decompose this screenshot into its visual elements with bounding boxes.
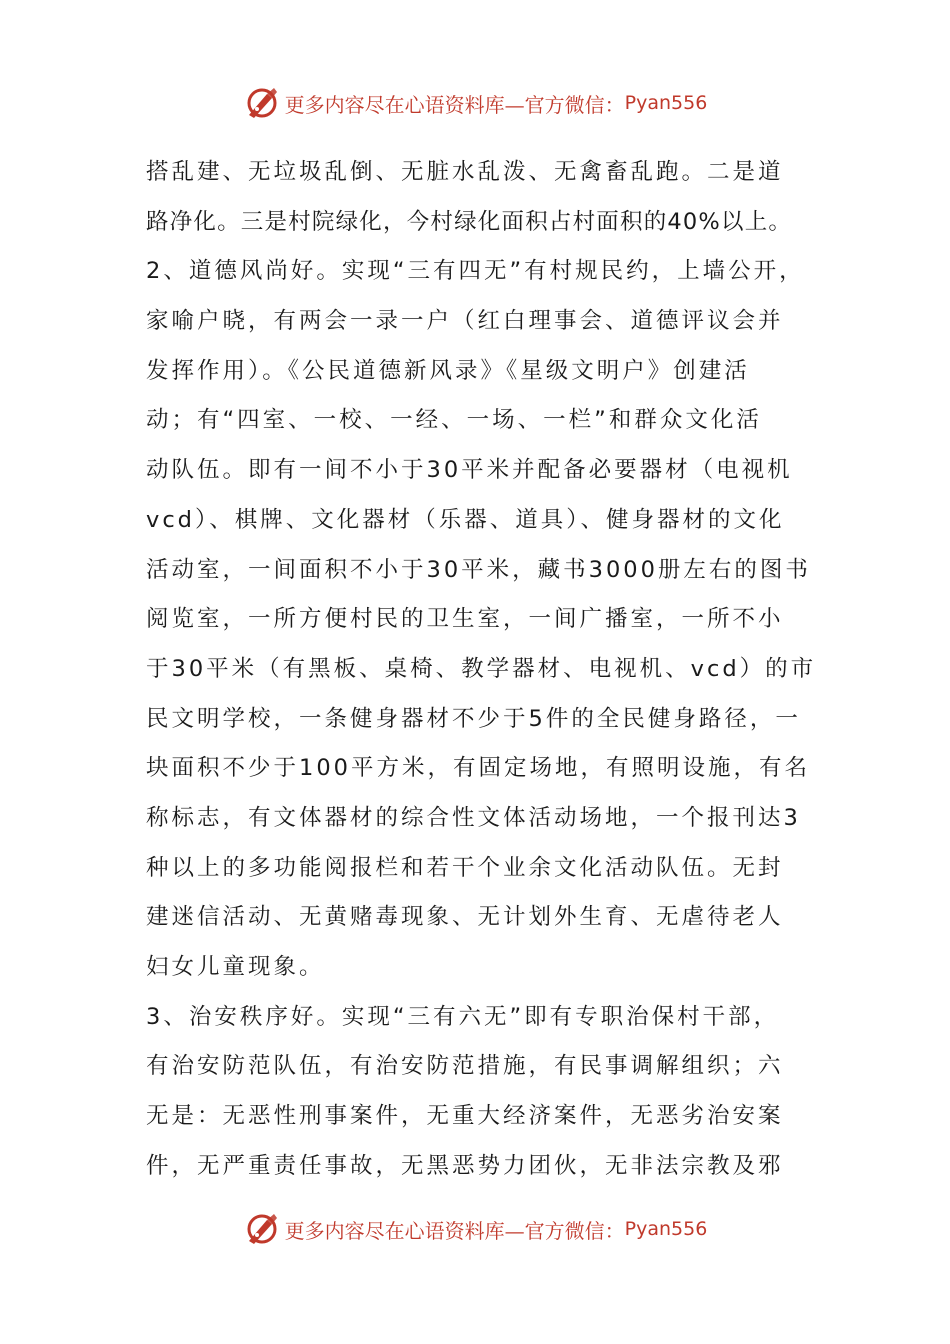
body-line: 动；有“四室、一校、一经、一场、一栏”和群众文化活 xyxy=(146,407,762,434)
watermark-site-text: 更多内容尽在心语资料库—官方微信： xyxy=(284,92,625,117)
watermark-site-text: 更多内容尽在心语资料库—官方微信： xyxy=(284,1218,625,1243)
pen-nib-seal-icon xyxy=(243,84,281,122)
body-line: 3、治安秩序好。实现“三有六无”即有专职治保村干部， xyxy=(146,1003,780,1030)
body-line: 种以上的多功能阅报栏和若干个业余文化活动队伍。无封 xyxy=(146,854,784,881)
body-line: vcd）、棋牌、文化器材（乐器、道具）、健身器材的文化 xyxy=(146,506,785,533)
body-line: 件，无严重责任事故，无黑恶势力团伙，无非法宗教及邪 xyxy=(146,1152,784,1179)
body-line: 民文明学校，一条健身器材不少于5件的全民健身路径，一 xyxy=(146,705,801,732)
body-line: 无是：无恶性刑事案件，无重大经济案件，无恶劣治安案 xyxy=(146,1103,784,1130)
pen-nib-seal-icon xyxy=(243,1210,281,1248)
body-line: 有治安防范队伍，有治安防范措施，有民事调解组织；六 xyxy=(146,1053,784,1080)
body-line: 块面积不少于100平方米，有固定场地，有照明设施，有名 xyxy=(146,755,810,782)
body-line: 于30平米（有黑板、桌椅、教学器材、电视机、vcd）的市 xyxy=(146,655,817,682)
body-line: 妇女儿童现象。 xyxy=(146,954,325,980)
watermark-wechat-id: Pyan556 xyxy=(624,92,708,114)
body-line: 阅览室，一所方便村民的卫生室，一间广播室，一所不小 xyxy=(146,606,784,633)
body-line: 路净化。三是村院绿化，今村绿化面积占村面积的40%以上。 xyxy=(146,208,793,235)
body-line: 搭乱建、无垃圾乱倒、无脏水乱泼、无禽畜乱跑。二是道 xyxy=(146,159,784,185)
body-line: 称标志，有文体器材的综合性文体活动场地，一个报刊达3 xyxy=(146,804,801,831)
document-body xyxy=(146,148,836,1191)
body-line: 家喻户晓，有两会一录一户（红白理事会、道德评议会并 xyxy=(146,308,784,335)
header-watermark xyxy=(0,78,950,128)
body-line: 活动室，一间面积不小于30平米，藏书3000册左右的图书 xyxy=(146,556,811,583)
body-line: 2、道德风尚好。实现“三有四无”有村规民约，上墙公开， xyxy=(146,258,805,285)
watermark-wechat-id: Pyan556 xyxy=(624,1218,708,1240)
body-line: 建迷信活动、无黄赌毒现象、无计划外生育、无虐待老人 xyxy=(146,904,784,931)
body-line: 动队伍。即有一间不小于30平米并配备必要器材（电视机 xyxy=(146,457,793,484)
footer-watermark xyxy=(0,1204,950,1254)
body-line: 发挥作用）。《公民道德新风录》《星级文明户》创建活 xyxy=(146,357,750,384)
